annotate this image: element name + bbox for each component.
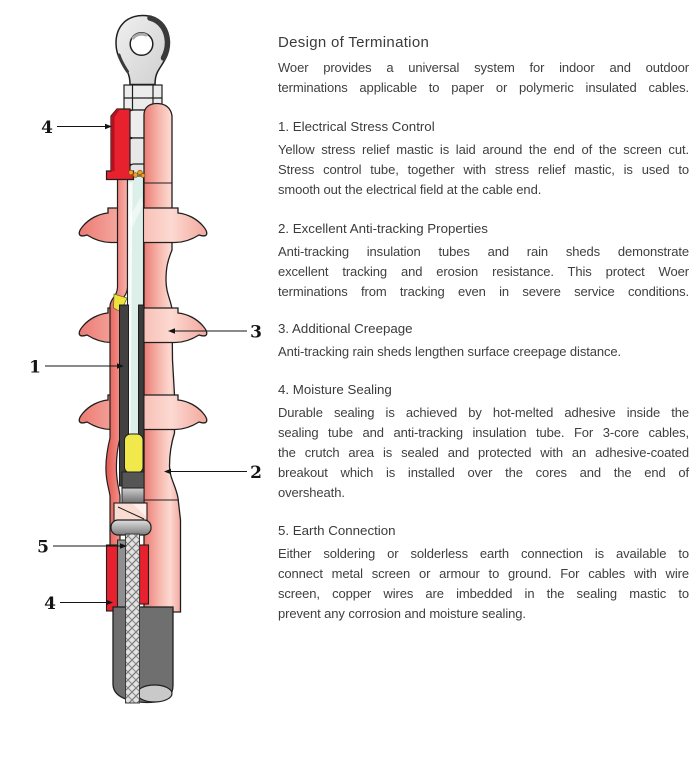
oversheath-edge [118, 540, 127, 608]
text-line: prevent any corrosion and moisture sealing. [278, 606, 526, 621]
termination-cutaway-diagram [0, 0, 270, 757]
description-column [278, 0, 689, 757]
text-line: Anti-tracking insulation tubes and rain sheds demonstrate [278, 244, 689, 259]
metal-screen-end [122, 488, 144, 503]
callout-label-3: 3 [250, 322, 262, 343]
section-paragraph-anti-tracking [278, 242, 689, 302]
text-line: Anti-tracking rain sheds lengthen surface creepage distance. [278, 344, 622, 359]
conductor-end [137, 685, 172, 702]
section-paragraph-moisture-sealing [278, 403, 689, 503]
text-line: Woer provides a universal system for indoor and outdoor [278, 60, 689, 75]
section-paragraph-creepage [278, 342, 689, 362]
text-line: oversheath. [278, 485, 345, 500]
text-line: connect metal screen or armour to ground. For cables with wire [278, 566, 689, 581]
section-title-stress-control: 1. Electrical Stress Control [278, 119, 435, 134]
section-paragraph-earth-connection [278, 544, 689, 624]
text-line: terminations from tracking even in severe service conditions. [278, 284, 689, 299]
cable-lug [116, 16, 169, 85]
text-line: screen, copper wires are imbedded in the sealing mastic to [278, 586, 689, 601]
callout-label-4-top: 4 [41, 118, 53, 138]
anti-tracking-tube [144, 104, 181, 613]
text-line: terminations applicable to paper or polymeric insulated cables. [278, 80, 689, 95]
section-title-creepage: 3. Additional Creepage [278, 321, 413, 336]
earth-clamp [111, 520, 151, 535]
text-line: Yellow stress relief mastic is laid around the end of the screen cut. [278, 142, 689, 157]
text-line: breakout which is installed over the cores and the end of [278, 465, 689, 480]
section-title-earth-connection: 5. Earth Connection [278, 523, 396, 538]
text-line: sealing tube and anti-tracking insulation tube. For 3-core cables, [278, 425, 689, 440]
intro-paragraph [278, 58, 689, 98]
text-line: Durable sealing is achieved by hot-melted adhesive inside the [278, 405, 689, 420]
text-line: Either soldering or solderless earth connection is available to [278, 546, 689, 561]
screen-end-cap [122, 472, 144, 488]
callout-label-1: 1 [29, 357, 41, 378]
yellow-mastic [125, 434, 144, 473]
section-title-moisture-sealing: 4. Moisture Sealing [278, 382, 392, 397]
callout-label-4-bottom: 4 [44, 594, 56, 614]
callout-label-5: 5 [37, 537, 49, 558]
copper-braid [126, 534, 140, 703]
text-line: smooth out the electrical field at the cable end. [278, 182, 542, 197]
text-line: the crutch area is sealed and protected with an adhesive-coated [278, 445, 689, 460]
sealing-mastic-right [140, 545, 149, 604]
page-title: Design of Termination [278, 34, 430, 51]
section-title-anti-tracking: 2. Excellent Anti-tracking Properties [278, 221, 488, 236]
section-paragraph-stress-control [278, 140, 689, 200]
text-line: excellent tracking and erosion resistance. This protect Woer [278, 264, 689, 279]
text-line: Stress control tube, together with stress relief mastic, is used to [278, 162, 689, 177]
callout-label-2: 2 [250, 463, 262, 483]
